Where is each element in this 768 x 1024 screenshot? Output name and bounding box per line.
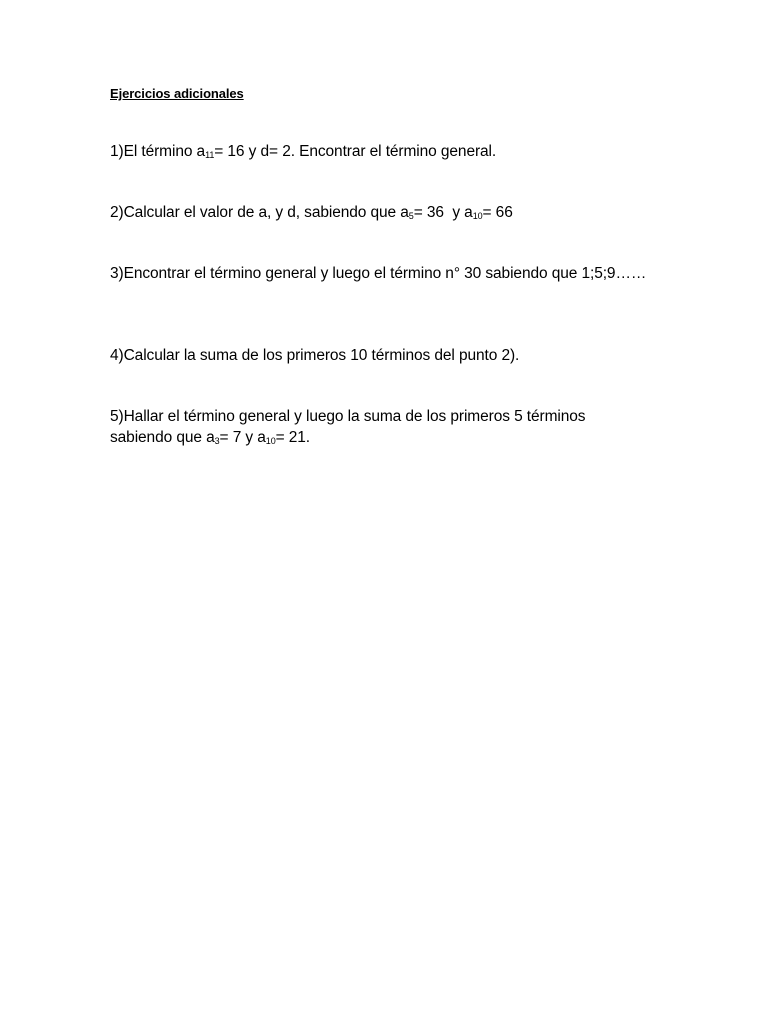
page-title: Ejercicios adicionales <box>110 86 244 101</box>
exercise-2-text-c: = 66 <box>482 204 513 221</box>
exercise-2-text-b: = 36 y a <box>413 204 473 221</box>
exercise-5-text-c: = 21. <box>275 429 311 446</box>
exercise-2-subscript-b: 10 <box>472 211 483 221</box>
exercise-4-text: 4)Calcular la suma de los primeros 10 términos del punto 2). <box>110 347 520 364</box>
exercise-2-subscript-a: 5 <box>408 211 414 221</box>
exercise-5-text-a: 5)Hallar el término general y luego la suma de los primeros 5 términos sabiendo que a <box>110 408 586 446</box>
exercise-3-text: 3)Encontrar el término general y luego el término n° 30 sabiendo que 1;5;9…… <box>110 265 647 282</box>
exercise-4 <box>110 345 650 366</box>
exercise-1 <box>110 141 650 162</box>
exercise-5-subscript-a: 3 <box>214 436 220 446</box>
exercise-1-subscript-a: 11 <box>205 150 215 160</box>
exercise-1-text-b: = 16 y d= 2. Encontrar el término general. <box>214 143 497 160</box>
exercise-5 <box>110 406 650 448</box>
exercise-5-text-b: = 7 y a <box>219 429 266 446</box>
exercise-2 <box>110 202 650 223</box>
exercise-3 <box>110 263 650 284</box>
exercise-5-subscript-b: 10 <box>265 436 276 446</box>
exercise-2-text-a: 2)Calcular el valor de a, y d, sabiendo que a <box>110 204 409 221</box>
exercise-1-text-a: 1)El término a <box>110 143 206 160</box>
